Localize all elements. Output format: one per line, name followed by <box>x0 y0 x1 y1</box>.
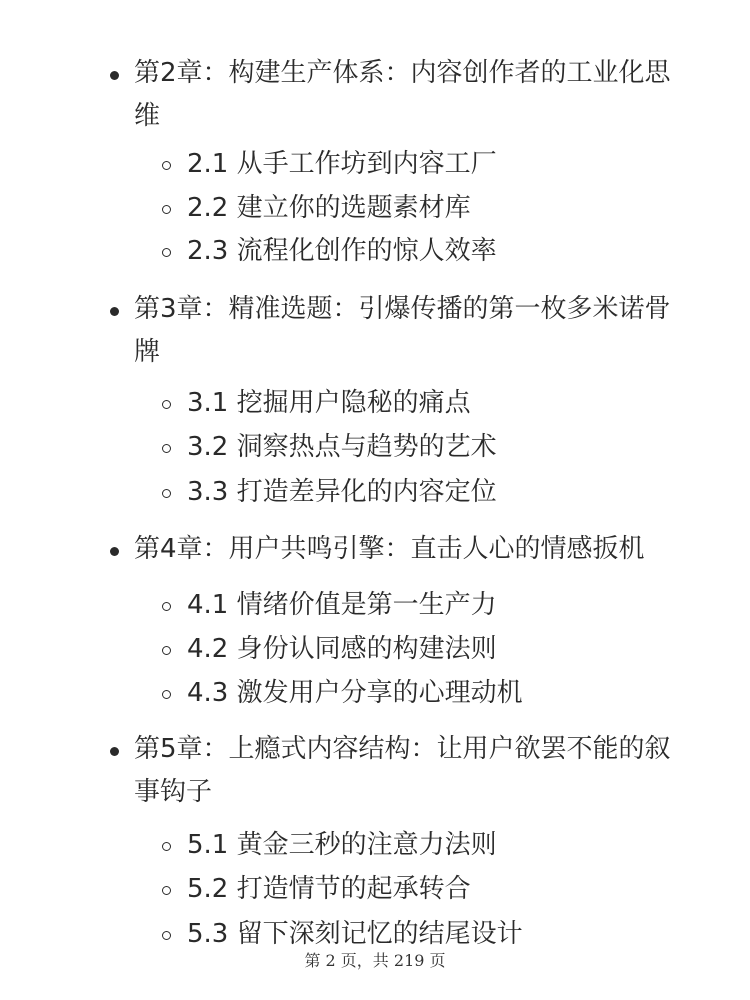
section-4-2: 4.2 身份认同感的构建法则 <box>187 634 497 664</box>
chapter-5-title: 第5章：上瘾式内容结构：让用户欲罢不能的叙事钩子 <box>134 734 671 807</box>
section-bullet <box>162 886 171 895</box>
section-2-3: 2.3 流程化创作的惊人效率 <box>187 236 497 266</box>
section-3-2: 3.2 洞察热点与趋势的艺术 <box>187 432 497 462</box>
section-2-2: 2.2 建立你的选题素材库 <box>187 193 471 223</box>
chapter-3-title: 第3章：精准选题：引爆传播的第一枚多米诺骨牌 <box>134 294 671 367</box>
section-bullet <box>162 444 171 453</box>
section-bullet <box>162 646 171 655</box>
section-4-1: 4.1 情绪价值是第一生产力 <box>187 590 497 620</box>
section-bullet <box>162 489 171 498</box>
section-3-1: 3.1 挖掘用户隐秘的痛点 <box>187 388 471 418</box>
section-bullet <box>162 205 171 214</box>
section-2-1: 2.1 从手工作坊到内容工厂 <box>187 149 497 179</box>
section-bullet <box>162 248 171 257</box>
section-bullet <box>162 161 171 170</box>
section-bullet <box>162 400 171 409</box>
section-5-1: 5.1 黄金三秒的注意力法则 <box>187 830 497 860</box>
section-bullet <box>162 842 171 851</box>
section-4-3: 4.3 激发用户分享的心理动机 <box>187 678 523 708</box>
page-number: 第 2 页，共 219 页 <box>304 951 446 970</box>
section-3-3: 3.3 打造差异化的内容定位 <box>187 477 497 507</box>
chapter-bullet <box>110 547 119 556</box>
chapter-4-title: 第4章：用户共鸣引擎：直击人心的情感扳机 <box>134 534 645 564</box>
section-5-3: 5.3 留下深刻记忆的结尾设计 <box>187 919 523 949</box>
section-bullet <box>162 690 171 699</box>
chapter-bullet <box>110 71 119 80</box>
section-bullet <box>162 931 171 940</box>
section-bullet <box>162 602 171 611</box>
chapter-bullet <box>110 307 119 316</box>
section-5-2: 5.2 打造情节的起承转合 <box>187 874 471 904</box>
chapter-2-title: 第2章：构建生产体系：内容创作者的工业化思维 <box>134 58 671 131</box>
chapter-bullet <box>110 747 119 756</box>
